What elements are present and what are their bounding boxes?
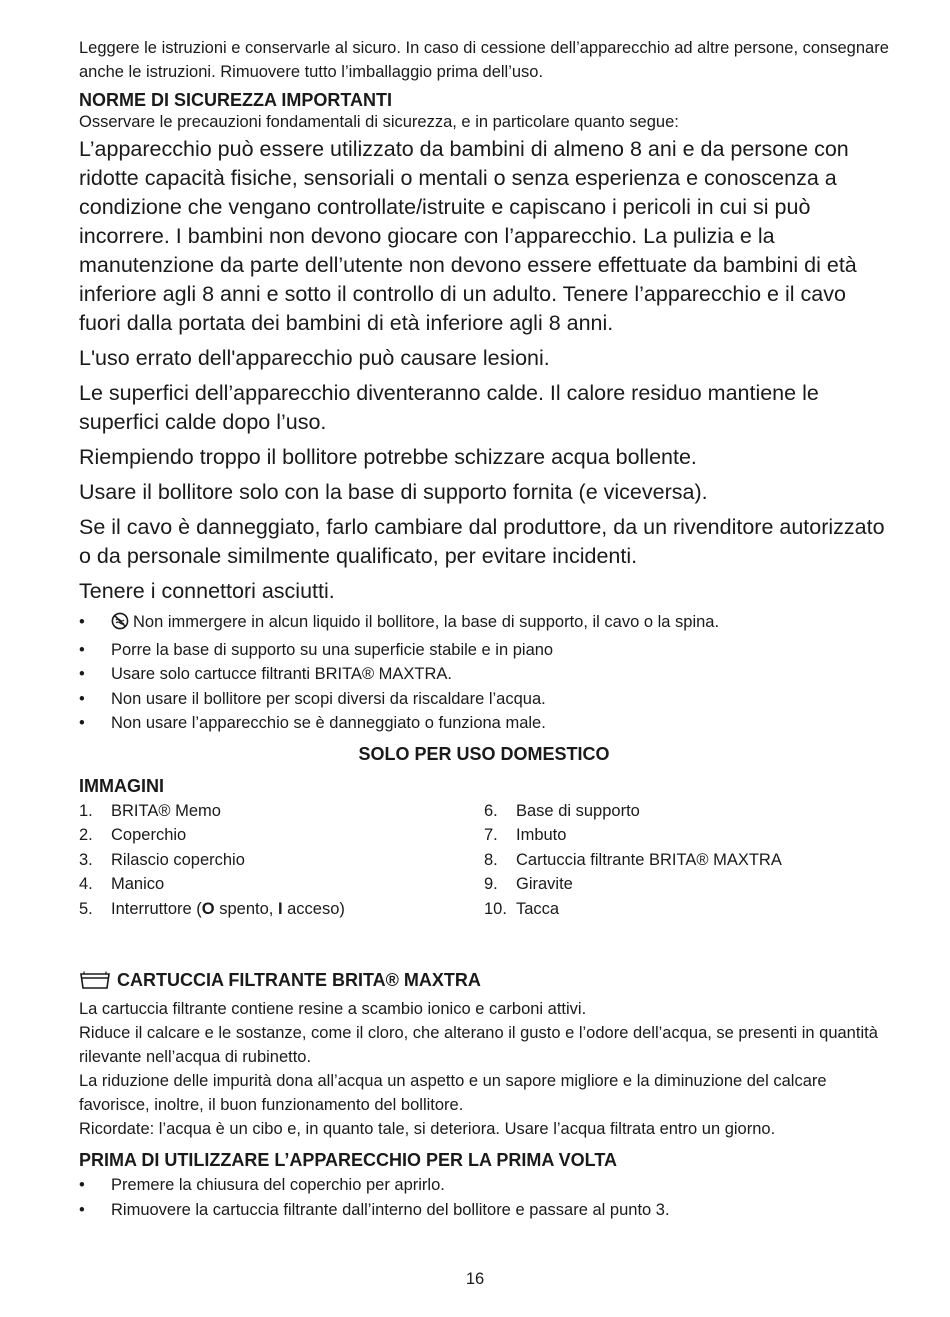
switch-label-prefix: Interruttore ( (111, 899, 202, 918)
bullet-mark: • (79, 714, 85, 732)
item-label: BRITA® Memo (111, 801, 221, 820)
list-item (79, 662, 889, 687)
images-heading: IMMAGINI (79, 775, 164, 796)
off-symbol: O (201, 899, 215, 918)
item-number: 6. (484, 801, 498, 820)
list-item-text: Non usare il bollitore per scopi diversi da riscaldare l’acqua. (111, 689, 546, 708)
list-item (484, 848, 889, 873)
item-label: Base di supporto (516, 801, 640, 820)
manual-page (79, 36, 889, 1222)
item-number: 2. (79, 826, 93, 844)
safety-subtitle: Osservare le precauzioni fondamentali di sicurezza, e in particolare quanto segue: (79, 113, 679, 131)
no-immerse-icon (111, 612, 129, 638)
bullet-mark: • (79, 1200, 85, 1219)
warning-connectors: Tenere i connettori asciutti. (79, 579, 335, 603)
images-list (79, 799, 889, 922)
warning-overfill: Riempiendo troppo il bollitore potrebbe schizzare acqua bollente. (79, 445, 697, 469)
bullet-mark: • (79, 665, 85, 683)
list-item (79, 823, 484, 848)
images-list-left (79, 799, 484, 922)
list-item-text: Porre la base di supporto su una superficie stabile e in piano (111, 640, 554, 659)
list-item (79, 711, 889, 736)
item-label: Cartuccia filtrante BRITA® MAXTRA (516, 850, 782, 869)
cartridge-paragraph: La cartuccia filtrante contiene resine a scambio ionico e carboni attivi. (79, 1000, 587, 1018)
warning-misuse: L'uso errato dell'apparecchio può causare lesioni. (79, 346, 550, 370)
images-list-right (484, 799, 889, 922)
item-number: 8. (484, 850, 498, 869)
list-item (79, 638, 889, 663)
list-item (79, 799, 484, 824)
bullet-mark: • (79, 689, 85, 708)
list-item (484, 872, 889, 897)
off-text: spento, (214, 899, 278, 918)
item-number: 5. (79, 899, 93, 918)
list-item (79, 897, 484, 922)
list-item-text: Non immergere in alcun liquido il bollitore, la base di supporto, il cavo o la spina. (133, 613, 720, 631)
item-label: Manico (111, 875, 165, 893)
list-item (79, 1198, 889, 1223)
intro-text: Leggere le istruzioni e conservarle al sicuro. In caso di cessione dell’apparecchio ad altre persone, consegnare anche le istruzioni. Rimuovere tutto l’imballaggio prima dell’uso. (79, 39, 889, 81)
cartridge-text (79, 997, 889, 1141)
item-number: 1. (79, 801, 93, 820)
item-number: 4. (79, 875, 93, 893)
list-item-text: Non usare l’apparecchio se è danneggiato o funziona male. (111, 714, 546, 732)
list-item (79, 687, 889, 712)
cartridge-heading (79, 967, 889, 997)
item-number: 3. (79, 850, 93, 869)
cartridge-paragraph: Ricordate: l’acqua è un cibo e, in quanto tale, si deteriora. Usare l’acqua filtrata entro un giorno. (79, 1120, 776, 1138)
item-label: Rilascio coperchio (111, 850, 245, 869)
first-use-bullets (79, 1173, 889, 1222)
list-item-text: Usare solo cartucce filtranti BRITA® MAXTRA. (111, 665, 453, 683)
cartridge-paragraph: Riduce il calcare e le sostanze, come il cloro, che alterano il gusto e l’odore dell’acqua, se presenti in quantità rilevante nell’acqua di rubinetto. (79, 1024, 878, 1066)
list-item (484, 799, 889, 824)
list-item (484, 823, 889, 848)
item-number: 7. (484, 826, 498, 844)
warning-hot-surfaces: Le superfici dell’apparecchio diventeranno calde. Il calore residuo mantiene le superfici calde dopo l’uso. (79, 381, 819, 434)
list-item (484, 897, 889, 922)
bullet-mark: • (79, 1176, 85, 1194)
page-number: 16 (465, 1270, 485, 1288)
item-label: Coperchio (111, 826, 187, 844)
list-item (79, 872, 484, 897)
item-number: 10. (484, 899, 507, 918)
on-text: acceso) (282, 899, 345, 918)
safety-heading: NORME DI SICUREZZA IMPORTANTI (79, 90, 392, 110)
warning-base: Usare il bollitore solo con la base di supporto fornita (e viceversa). (79, 480, 708, 504)
cartridge-icon (79, 970, 111, 997)
safety-warnings (79, 135, 889, 606)
warning-children: L’apparecchio può essere utilizzato da bambini di almeno 8 ani e da persone con ridotte capacità fisiche, sensoriali o mentali o senza esperienza e conoscenza a condizione che vengano controllate/istruite e capiscano i pericoli in cui si può incorrere. I bambini non devono giocare con l’apparecchio. La pulizia e la manutenzione da parte dell’utente non devono essere effettuate da bambini di età inferiore agli 8 anni e sotto il controllo di un adulto. Tenere l’apparecchio e il cavo fuori dalla portata dei bambini di età inferiore agli 8 anni. (79, 137, 857, 335)
bullet-mark: • (79, 640, 85, 659)
list-item (79, 848, 484, 873)
list-item-text: Rimuovere la cartuccia filtrante dall’interno del bollitore e passare al punto 3. (111, 1200, 670, 1219)
item-number: 9. (484, 875, 498, 893)
warning-cable: Se il cavo è danneggiato, farlo cambiare dal produttore, da un rivenditore autorizzato o da personale similmente qualificato, per evitare incidenti. (79, 515, 885, 568)
on-symbol: I (277, 899, 283, 918)
item-label: Tacca (516, 899, 560, 918)
item-label: Imbuto (516, 826, 567, 844)
cartridge-heading-text: CARTUCCIA FILTRANTE BRITA® MAXTRA (117, 970, 481, 990)
bullet-mark: • (79, 613, 85, 631)
first-use-heading: PRIMA DI UTILIZZARE L’APPARECCHIO PER LA PRIMA VOLTA (79, 1150, 617, 1170)
list-item-text: Premere la chiusura del coperchio per aprirlo. (111, 1176, 445, 1194)
item-label: Giravite (516, 875, 573, 893)
item-label (111, 897, 345, 922)
list-item (79, 610, 889, 638)
safety-bullets (79, 610, 889, 736)
list-item (79, 1173, 889, 1198)
cartridge-paragraph: La riduzione delle impurità dona all’acqua un aspetto e un sapore migliore e la diminuzione del calcare favorisce, inoltre, il buon funzionamento del bollitore. (79, 1072, 827, 1114)
domestic-use-heading: SOLO PER USO DOMESTICO (358, 743, 610, 764)
